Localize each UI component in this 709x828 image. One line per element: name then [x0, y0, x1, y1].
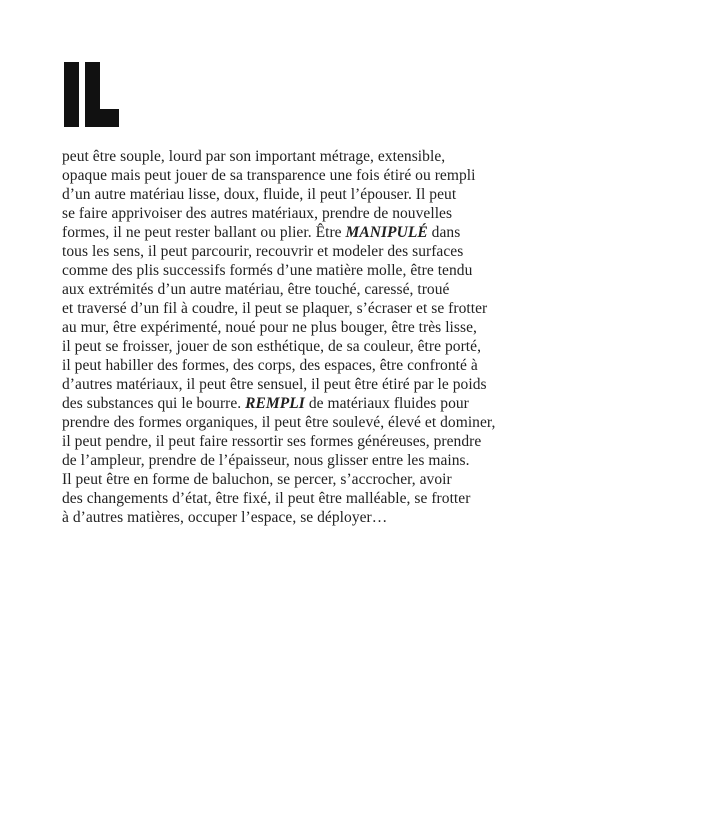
paragraph-text: il peut pendre, il peut faire ressortir ses formes généreuses, prendre	[62, 433, 482, 450]
paragraph-line	[62, 375, 512, 394]
paragraph-line	[62, 470, 512, 489]
paragraph-text: prendre des formes organiques, il peut être soulevé, élevé et dominer,	[62, 414, 496, 431]
paragraph-text: d’un autre matériau lisse, doux, fluide, il peut l’épouser. Il peut	[62, 186, 457, 203]
paragraph-text: et traversé d’un fil à coudre, il peut se plaquer, s’écraser et se frotter	[62, 300, 488, 317]
paragraph-line	[62, 489, 512, 508]
paragraph-line	[62, 318, 512, 337]
paragraph-line	[62, 166, 512, 185]
paragraph-text: peut être souple, lourd par son important métrage, extensible,	[62, 148, 446, 165]
body-paragraph	[62, 147, 512, 527]
paragraph-text: Il peut être en forme de baluchon, se percer, s’accrocher, avoir	[62, 471, 452, 488]
paragraph-line	[62, 356, 512, 375]
paragraph-text: au mur, être expérimenté, noué pour ne plus bouger, être très lisse,	[62, 319, 477, 336]
paragraph-text: formes, il ne peut rester ballant ou plier. Être	[62, 224, 346, 241]
paragraph-line	[62, 413, 512, 432]
paragraph-line	[62, 280, 512, 299]
paragraph-text: dans	[427, 224, 461, 241]
paragraph-line	[62, 223, 512, 242]
paragraph-text: aux extrémités d’un autre matériau, être touché, caressé, troué	[62, 281, 450, 298]
paragraph-text: opaque mais peut jouer de sa transparence une fois étiré ou rempli	[62, 167, 476, 184]
paragraph-text: il peut habiller des formes, des corps, des espaces, être confronté à	[62, 357, 478, 374]
paragraph-line	[62, 432, 512, 451]
paragraph-text: comme des plis successifs formés d’une matière molle, être tendu	[62, 262, 473, 279]
paragraph-line	[62, 451, 512, 470]
paragraph-line	[62, 185, 512, 204]
paragraph-text: il peut se froisser, jouer de son esthétique, de sa couleur, être porté,	[62, 338, 481, 355]
emphasized-word: REMPLI	[245, 395, 305, 412]
paragraph-line	[62, 261, 512, 280]
paragraph-text: tous les sens, il peut parcourir, recouvrir et modeler des surfaces	[62, 243, 464, 260]
paragraph-line	[62, 508, 512, 527]
paragraph-text: des substances qui le bourre.	[62, 395, 246, 412]
paragraph-text: d’autres matériaux, il peut être sensuel, il peut être étiré par le poids	[62, 376, 487, 393]
paragraph-line	[62, 337, 512, 356]
il-lettermark-glyph	[64, 62, 120, 128]
emphasized-word: MANIPULÉ	[345, 224, 428, 241]
paragraph-text: des changements d’état, être fixé, il peut être malléable, se frotter	[62, 490, 471, 507]
paragraph-text: de matériaux fluides pour	[304, 395, 469, 412]
paragraph-line	[62, 394, 512, 413]
paragraph-line	[62, 204, 512, 223]
paragraph-line	[62, 147, 512, 166]
paragraph-line	[62, 299, 512, 318]
page-title	[64, 62, 120, 128]
paragraph-line	[62, 242, 512, 261]
paragraph-text: à d’autres matières, occuper l’espace, se déployer…	[62, 509, 388, 526]
paragraph-text: se faire apprivoiser des autres matériaux, prendre de nouvelles	[62, 205, 453, 222]
paragraph-text: de l’ampleur, prendre de l’épaisseur, nous glisser entre les mains.	[62, 452, 470, 469]
